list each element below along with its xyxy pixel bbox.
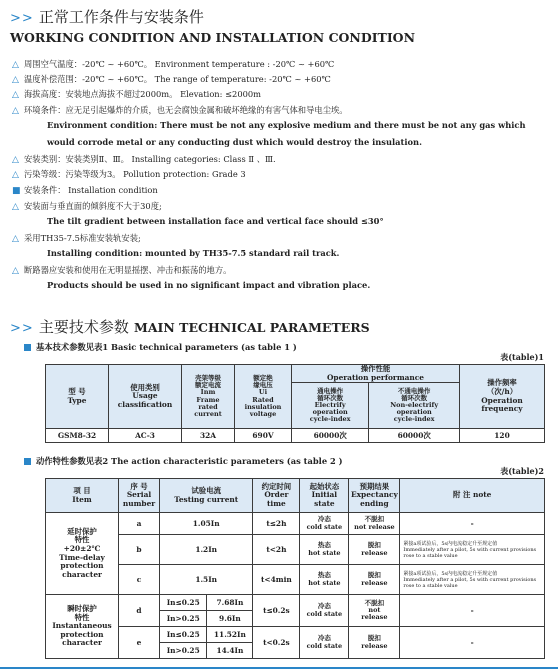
bottom-rule [0,667,558,669]
section1-title-en-wrap [10,27,415,46]
cell-serial: a [119,513,160,535]
condition-line [12,153,276,165]
triangle-bullet-icon: △ [12,155,19,165]
cell-current: 14.4In [207,643,253,659]
cell-type: GSM8-32 [46,429,109,443]
table-row [46,535,545,565]
condition-line [12,104,348,116]
col-time: 约定时间 Order time [253,479,300,513]
condition-line [12,184,158,196]
cell-current: 9.6In [207,611,253,627]
cell-time: t<2h [253,535,300,565]
triangle-bullet-icon: △ [12,75,19,85]
triangle-bullet-icon: △ [12,266,19,276]
cell-current: 1.05In [160,513,253,535]
col-frame: 壳架等级 额定电流 Inm Frame rated current [182,365,235,429]
cell-expect: 脱扣 release [349,627,400,659]
cell-condition: In≤0.25 [160,627,207,643]
cell-note: - [400,627,545,659]
condition-text: 周围空气温度：-20℃ ~ +60℃。 Environment temperature : -20℃ ~ +60℃ [24,59,335,69]
condition-text: Environment condition: There must be not any explosive medium and there must be not any gas which [47,120,526,130]
cell-elec: 60000次 [292,429,369,443]
col-voltage: 额定绝 缘电压 Ui Rated insulation voltage [235,365,292,429]
cell-initial: 热态 hot state [300,565,349,595]
cell-initial: 冷态 cold state [300,513,349,535]
cell-time: t≤0.2s [253,595,300,627]
condition-line [47,137,422,147]
condition-text: 采用TH35-7.5标准安装轨安装; [24,233,141,243]
basic-parameters-table [45,364,545,443]
col-freq: 操作频率 （次/h） Operation frequency [460,365,545,429]
cell-serial: d [119,595,160,627]
table-row [46,595,545,611]
section2-title-en: MAIN TECHNICAL PARAMETERS [134,320,370,335]
condition-text: would corrode metal or any conducting dust which would destroy the insulation. [47,137,422,147]
section1-title-en: WORKING CONDITION AND INSTALLATION CONDITION [10,30,415,45]
cell-current: 1.2In [160,535,253,565]
section2-title [10,316,370,337]
condition-text: Products should be used in no significant impact and vibration place. [47,280,371,290]
col-item: 项 目 Item [46,479,119,513]
cell-serial: b [119,535,160,565]
col-initial: 起始状态 Initial state [300,479,349,513]
table-row [46,565,545,595]
cell-expect: 脱扣 release [349,565,400,595]
cell-current: 1.5In [160,565,253,595]
condition-line [47,280,370,290]
cell-expect: 脱扣 release [349,535,400,565]
condition-text: 断路器应安装和使用在无明显摇摆、冲击和振荡的地方。 [24,265,232,275]
cell-usage: AC-3 [109,429,182,443]
triangle-bullet-icon: △ [12,170,19,180]
condition-text: 温度补偿范围：-20℃ ~ +60℃。 The range of temperature: -20℃ ~ +60℃ [24,74,331,84]
cell-initial: 冷态 cold state [300,627,349,659]
condition-line [12,200,162,212]
condition-line [12,88,261,100]
condition-text: 污染等级：污染等级为3。 Pollution protection: Grade 3 [24,169,246,179]
section1-title-cn: 正常工作条件与安装条件 [38,8,204,26]
cell-initial: 冷态 cold state [300,595,349,627]
cell-serial: e [119,627,160,659]
condition-text: 安装面与垂直面的倾斜度不大于30度; [24,201,162,211]
col-elec: 通电操作 循环次数 Electrify operation cycle-index [292,383,369,429]
triangle-bullet-icon: △ [12,90,19,100]
cell-condition: In>0.25 [160,643,207,659]
table-row [46,429,545,443]
square-bullet-icon [24,458,31,465]
table-row [46,627,545,643]
section1-title [10,6,204,27]
condition-line [12,264,231,276]
cell-initial: 热态 hot state [300,535,349,565]
condition-text: Installing condition: mounted by TH35-7.5 standard rail track. [47,248,340,258]
group-instant: 瞬时保护 特性 Instantaneous protection character [46,595,119,659]
cell-note: 紧接a项试验后，5s内电流稳定升至规定值 Immediately after a pilot, 5s with current provisions rose to a stable value [400,535,545,565]
condition-text: The tilt gradient between installation face and vertical face should ≤30° [47,216,384,226]
cell-nonelec: 60000次 [369,429,460,443]
cell-expect: 不脱扣 not release [349,513,400,535]
condition-text: 安装类别：安装类别Ⅱ、Ⅲ。 Installing categories: Class Ⅱ 、Ⅲ. [24,154,276,164]
cell-condition: In>0.25 [160,611,207,627]
cell-current: 11.52In [207,627,253,643]
condition-line [47,216,384,226]
condition-line [47,248,339,258]
col-testing: 试验电流 Testing current [160,479,253,513]
cell-note: - [400,595,545,627]
cell-time: t≤2h [253,513,300,535]
arrows-icon: >> [10,321,34,336]
col-note: 附 注 note [400,479,545,513]
action-characteristic-table [45,478,545,659]
group-delay: 延时保护 特性 +20±2℃ Time-delay protection character [46,513,119,595]
condition-line [12,168,246,180]
col-expect: 预期结果 Expectancy ending [349,479,400,513]
table-row [46,513,545,535]
condition-text: 海拔高度：安装地点海拔不超过2000m。 Elevation: ≤2000m [24,89,262,99]
cell-freq: 120 [460,429,545,443]
col-serial: 序 号 Serial number [119,479,160,513]
table2-caption: 动作特性参数见表2 The action characteristic parameters (as table 2 ) [24,455,343,467]
condition-line [12,232,141,244]
col-type: 型 号 Type [46,365,109,429]
table1-caption: 基本技术参数见表1 Basic technical parameters (as table 1 ) [24,341,297,353]
square-bullet-icon [24,344,31,351]
table2-ref: 表(table)2 [500,466,544,476]
cell-voltage: 690V [235,429,292,443]
cell-frame: 32A [182,429,235,443]
section2-title-cn: 主要技术参数 [38,318,129,336]
cell-time: t<4min [253,565,300,595]
cell-current: 7.68In [207,595,253,611]
col-usage: 使用类别 Usage classification [109,365,182,429]
col-perf: 操作性能 Operation performance [292,365,460,383]
cell-serial: c [119,565,160,595]
triangle-bullet-icon: △ [12,202,19,212]
arrows-icon: >> [10,11,34,26]
triangle-bullet-icon: △ [12,234,19,244]
cell-time: t<0.2s [253,627,300,659]
table1-ref: 表(table)1 [500,352,544,362]
cell-expect: 不脱扣 not release [349,595,400,627]
condition-line [47,120,526,130]
cell-condition: In≤0.25 [160,595,207,611]
cell-note: 紧接a项试验后，5s内电流稳定升至规定值 Immediately after a pilot, 5s with current provisions rose to a stable value [400,565,545,595]
condition-line [12,73,331,85]
col-nonelec: 不通电操作 循环次数 Non-electrify operation cycle-index [369,383,460,429]
condition-text: 环境条件：应无足引起爆炸的介质，也无会腐蚀金属和破坏绝缘的有害气体和导电尘埃。 [24,105,348,115]
triangle-bullet-icon: △ [12,60,19,70]
condition-text: 安装条件： Installation condition [24,185,158,195]
square-bullet-icon: ■ [12,186,21,196]
condition-line [12,58,334,70]
triangle-bullet-icon: △ [12,106,19,116]
cell-note: - [400,513,545,535]
